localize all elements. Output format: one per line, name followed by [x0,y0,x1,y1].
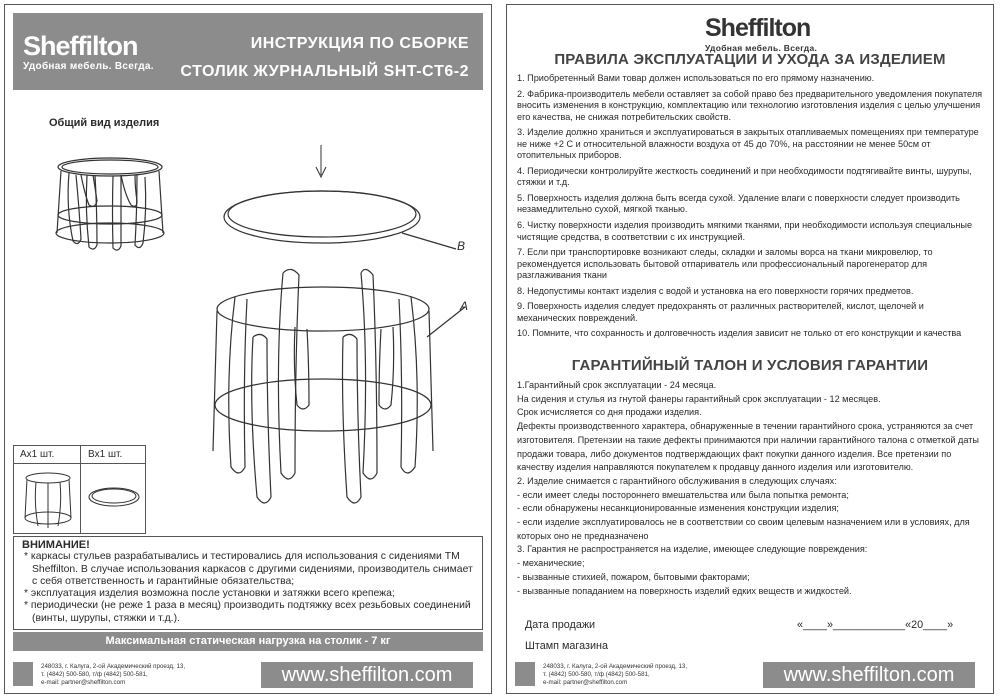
footer [13,660,483,690]
parts-table [13,445,146,534]
footer-square-icon [515,662,535,686]
tabletop-drawing [220,187,480,259]
rule-item: 10. Помните, что сохранность и долговечность изделия зависит не только от его конструкции и качества [517,328,962,339]
rules-list [517,73,983,344]
warranty-line: Срок исчисляется со дня продажи изделия. [517,407,702,418]
brand-tagline: Удобная мебель. Всегда. [23,61,154,72]
email-line: e-mail: partner@sheffilton.com [41,679,126,687]
warranty-line: - вызванные попаданием на поверхность изделий едких веществ и жидкостей. [517,585,852,596]
rule-item: 4. Периодически контролируйте жесткость соединений и при необходимости подтягивайте винты, шурупы, стяжки и т.д. [517,165,972,188]
part-a-qty: Ax1 шт. [20,449,55,460]
rule-item: 5. Поверхность изделия должна быть всегда сухой. Удаление влаги с поверхности следует производить незамедлительно сухой, мягкой тканью. [517,192,960,215]
rule-item: 6. Чистку поверхности изделия производить мягкими тканями, при необходимости используя специальные чистящие средства, в соответствии с их инструкцией. [517,220,973,242]
warranty-heading: ГАРАНТИЙНЫЙ ТАЛОН И УСЛОВИЯ ГАРАНТИИ [571,357,929,374]
warning-box [13,536,483,630]
brand-logo [23,33,154,72]
rule-item: 3. Изделие должно храниться и эксплуатироваться в закрытых отапливаемых помещениях при температуре не ниже +2 С и относительной влажности воздуха от 45 до 70%, на расстоянии не менее 50см от отопительных приборов. [517,127,979,161]
rules-warranty-page [506,4,994,694]
warning-item: * каркасы стульев разрабатывались и тестировались для использования с сидениями ТМ Sheffilton. В случае использования каркасов с другими сидениями, производитель снимает с себя ответственность и гарантийные обязательства; [24,551,473,587]
company-address [41,663,185,688]
part-b-callout: B [457,239,466,253]
rules-heading: ПРАВИЛА ЭКСПЛУАТАЦИИ И УХОДА ЗА ИЗДЕЛИЕМ [554,51,946,68]
warranty-text [517,379,983,598]
down-arrow-icon [311,145,331,181]
website-link[interactable]: www.sheffilton.com [261,662,473,688]
brand-logo [705,15,817,53]
part-b-qty: Bx1 шт. [88,449,123,460]
warning-item: * периодически (не реже 1 раза в месяц) производить подтяжку всех резьбовых соединений (винты, шурупы, стяжки и т.д.). [24,600,471,624]
general-view-drawing [51,155,169,255]
warranty-line: - если имеет следы постороннего вмешательства или была попытка ремонта; [517,489,849,500]
footer [515,660,985,690]
part-b-thumb [86,484,142,510]
warranty-line: Дефекты производственного характера, обнаруженные в течении гарантийного срока, устраняются за счет изготовителя. Претензии на такие дефекты принимаются при наличии гарантийного талона с отметкой даты продажи товара, либо документов подтверждающих факт покупки данного изделия. Все претензии по качеству изделия направляются покупателем к продавцу данного изделия или изготовителю. [517,421,979,473]
general-view-label: Общий вид изделия [49,117,160,129]
address-line: 248033, г. Калуга, 2-ой Академический проезд, 13, [41,663,186,670]
assembly-instruction-page [4,4,492,694]
email-line: e-mail: partner@sheffilton.com [543,679,628,687]
instruction-title: ИНСТРУКЦИЯ ПО СБОРКЕ [250,35,469,52]
warranty-line: 1.Гарантийный срок эксплуатации - 24 месяца. [517,380,717,390]
warranty-line: На сидения и стулья из гнутой фанеры гарантийный срок эксплуатации - 12 месяцев. [517,393,881,404]
warranty-line: 3. Гарантия не распространяется на изделие, имеющее следующие повреждения: [517,544,868,555]
sale-date-label: Дата продажи [525,619,596,631]
max-load-bar: Максимальная статическая нагрузка на столик - 7 кг [13,632,483,651]
brand-tagline: Удобная мебель. Всегда. [705,43,818,53]
warning-item: * эксплуатация изделия возможна после установки и затяжки всего крепежа; [24,588,395,600]
header-bar [13,13,483,90]
company-address [543,663,687,688]
rule-item: 8. Недопустимы контакт изделия с водой и установка на его поверхности горячих предметов. [517,285,914,296]
brand-name: Sheffilton [23,31,138,61]
product-title: СТОЛИК ЖУРНАЛЬНЫЙ SHT-CT6-2 [180,63,469,80]
warranty-line: 2. Изделие снимается с гарантийного обслуживания в следующих случаях: [517,475,837,486]
brand-name: Sheffilton [705,14,811,42]
warranty-line: - механические; [517,558,585,569]
warranty-line: - если обнаружены несанкционированные изменения конструкции изделия; [517,503,839,514]
address-line: 248033, г. Калуга, 2-ой Академический проезд, 13, [543,663,688,670]
warning-title: ВНИМАНИЕ! [22,539,90,551]
rule-item: 7. Если при транспортировке возникают следы, складки и заломы ворса на ткани микровелюр, то рекомендуется использовать бытовой отпариватель или профессиональный парогенератор для разглаживания ткани [517,247,933,281]
phone-line: т. (4842) 500-580, т/ф (4842) 500-581, [543,671,650,679]
website-link[interactable]: www.sheffilton.com [763,662,975,688]
footer-square-icon [13,662,33,686]
frame-drawing [203,267,473,517]
part-a-callout: A [460,299,469,313]
warranty-line: - если изделие эксплуатировалось не в соответствии со своим целевым назначением или в условиях, для которых оно не предназначено [517,517,970,541]
sale-date-field: «____»____________«20____» [797,619,954,631]
rule-item: 2. Фабрика-производитель мебели оставляет за собой право без предварительного уведомления покупателя вносить изменения в конструкцию, комплектацию или технологию изготовления изделия с целью улучшения его качества, не снижая потребительских свойств. [517,88,983,122]
rule-item: 1. Приобретенный Вами товар должен использоваться по его прямому назначению. [517,73,875,83]
phone-line: т. (4842) 500-580, т/ф (4842) 500-581, [41,671,148,679]
part-a-thumb [22,470,74,530]
rule-item: 9. Поверхность изделия следует предохранять от различных растворителей, кислот, щелочей и механических повреждений. [517,301,924,323]
warranty-line: - вызванные стихией, пожаром, бытовыми факторами; [517,571,750,582]
store-stamp-label: Штамп магазина [525,640,608,652]
